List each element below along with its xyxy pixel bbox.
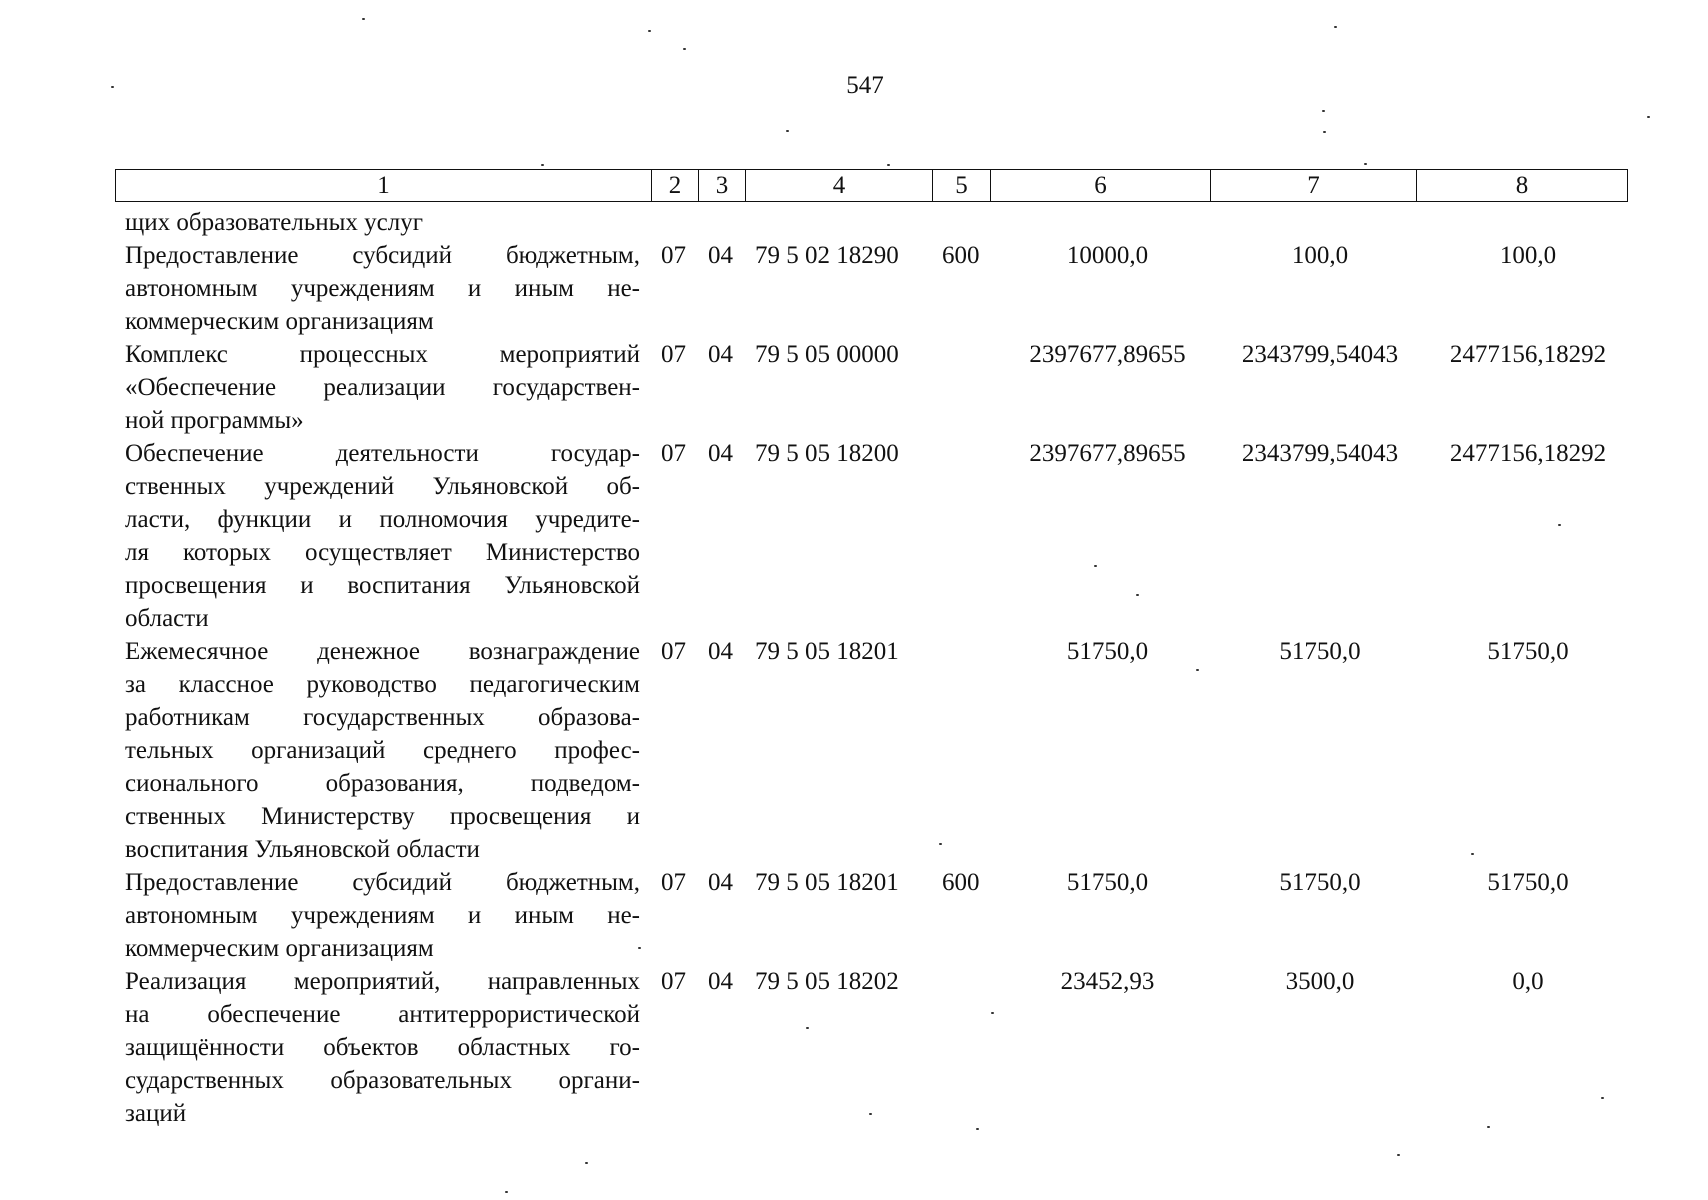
description-line: «Обеспечение реализации государствен-: [125, 374, 640, 401]
description-line: щих образовательных услуг: [125, 209, 423, 236]
amount-col-7: 51750,0: [1279, 869, 1361, 896]
description-line: сионального образования, подведом-: [125, 770, 640, 797]
column-number-7: 7: [1211, 170, 1417, 202]
description-line: ласти, функции и полномочия учредите-: [125, 506, 640, 533]
target-article-code: 79 5 05 00000: [755, 341, 899, 368]
description-line: заций: [125, 1100, 187, 1127]
amount-col-6: 23452,93: [1060, 968, 1155, 995]
amount-col-7: 2343799,54043: [1241, 440, 1399, 467]
subsection-code: 04: [708, 242, 733, 269]
table-row: [125, 965, 1645, 1130]
column-number-1: 1: [116, 170, 652, 202]
table-row: [125, 437, 1645, 635]
description-line: Реализация мероприятий, направленных: [125, 968, 640, 995]
scan-speck: [1094, 565, 1097, 567]
expense-type-code: 600: [942, 869, 980, 896]
amount-col-6: 10000,0: [1066, 242, 1149, 269]
description-line: воспитания Ульяновской области: [125, 836, 480, 863]
scan-speck: [806, 1027, 809, 1029]
row-description: [125, 866, 640, 965]
scan-speck: [1323, 131, 1326, 133]
table-row: [125, 338, 1645, 437]
description-line: ственных учреждений Ульяновской об-: [125, 473, 640, 500]
row-description: [125, 635, 640, 866]
row-description: [125, 437, 640, 635]
description-line: ля которых осуществляет Министерство: [125, 539, 640, 566]
scan-speck: [638, 947, 641, 949]
scan-speck: [1196, 669, 1199, 671]
scan-speck: [1322, 110, 1325, 112]
amount-col-6: 2397677,89655: [1029, 440, 1186, 467]
row-description: [125, 239, 640, 338]
table-column-header: [115, 169, 1628, 202]
scan-speck: [585, 1162, 588, 1164]
row-description: [125, 965, 640, 1130]
scan-speck: [1647, 116, 1650, 118]
description-line: области: [125, 605, 209, 632]
scan-speck: [1136, 594, 1139, 596]
column-number-2: 2: [652, 170, 699, 202]
description-line: просвещения и воспитания Ульяновской: [125, 572, 640, 599]
description-line: Предоставление субсидий бюджетным,: [125, 242, 640, 269]
scan-speck: [1601, 1097, 1604, 1099]
target-article-code: 79 5 05 18200: [755, 440, 899, 467]
amount-col-8: 2477156,18292: [1449, 341, 1607, 368]
description-line: ной программы»: [125, 407, 304, 434]
amount-col-7: 2343799,54043: [1241, 341, 1399, 368]
section-code: 07: [661, 869, 686, 896]
description-line: работникам государственных образова-: [125, 704, 640, 731]
scan-speck: [939, 843, 942, 845]
table-row: [125, 635, 1645, 866]
column-number-6: 6: [991, 170, 1211, 202]
amount-col-6: 2397677,89655: [1029, 341, 1186, 368]
description-line: сударственных образовательных органи-: [125, 1067, 640, 1094]
description-line: защищённости объектов областных го-: [125, 1034, 640, 1061]
amount-col-8: 51750,0: [1487, 638, 1569, 665]
description-line: ственных Министерству просвещения и: [125, 803, 640, 830]
scan-speck: [505, 1191, 508, 1193]
subsection-code: 04: [708, 341, 733, 368]
column-number-8: 8: [1417, 170, 1628, 202]
subsection-code: 04: [708, 869, 733, 896]
row-description: [125, 206, 640, 239]
column-number-4: 4: [746, 170, 933, 202]
scan-speck: [541, 164, 544, 166]
amount-col-8: 51750,0: [1487, 869, 1569, 896]
description-line: Ежемесячное денежное вознаграждение: [125, 638, 640, 665]
section-code: 07: [661, 968, 686, 995]
description-line: за классное руководство педагогическим: [125, 671, 640, 698]
section-code: 07: [661, 341, 686, 368]
amount-col-6: 51750,0: [1066, 638, 1149, 665]
expense-type-code: 600: [942, 242, 980, 269]
page-number: 547: [846, 72, 884, 99]
scan-speck: [1334, 26, 1337, 28]
description-line: коммерческим организациям: [125, 935, 434, 962]
scan-speck: [887, 164, 890, 166]
description-line: коммерческим организациям: [125, 308, 434, 335]
amount-col-8: 100,0: [1499, 242, 1557, 269]
scan-speck: [648, 30, 651, 32]
description-line: на обеспечение антитеррористической: [125, 1001, 640, 1028]
section-code: 07: [661, 440, 686, 467]
target-article-code: 79 5 05 18202: [755, 968, 899, 995]
section-code: 07: [661, 242, 686, 269]
scan-speck: [991, 1012, 994, 1014]
target-article-code: 79 5 05 18201: [755, 869, 899, 896]
column-number-5: 5: [933, 170, 991, 202]
description-line: автономным учреждениям и иным не-: [125, 275, 640, 302]
scan-speck: [869, 1113, 872, 1115]
subsection-code: 04: [708, 440, 733, 467]
section-code: 07: [661, 638, 686, 665]
amount-col-7: 3500,0: [1285, 968, 1355, 995]
target-article-code: 79 5 02 18290: [755, 242, 899, 269]
description-line: Комплекс процессных мероприятий: [125, 341, 640, 368]
subsection-code: 04: [708, 638, 733, 665]
description-line: Предоставление субсидий бюджетным,: [125, 869, 640, 896]
amount-col-8: 2477156,18292: [1449, 440, 1607, 467]
amount-col-8: 0,0: [1512, 968, 1544, 995]
budget-table-body: [125, 206, 1645, 1130]
column-number-3: 3: [699, 170, 746, 202]
scan-speck: [1364, 163, 1367, 165]
scan-speck: [111, 86, 114, 88]
scan-speck: [1471, 853, 1474, 855]
description-line: тельных организаций среднего профес-: [125, 737, 640, 764]
scan-speck: [683, 48, 686, 50]
amount-col-7: 100,0: [1291, 242, 1349, 269]
row-description: [125, 338, 640, 437]
description-line: Обеспечение деятельности государ-: [125, 440, 640, 467]
scan-speck: [1558, 524, 1561, 526]
table-row: [125, 866, 1645, 965]
description-line: автономным учреждениям и иным не-: [125, 902, 640, 929]
scan-speck: [976, 1128, 979, 1130]
table-row: [125, 239, 1645, 338]
amount-col-7: 51750,0: [1279, 638, 1361, 665]
scan-speck: [786, 130, 789, 132]
target-article-code: 79 5 05 18201: [755, 638, 899, 665]
table-row: [125, 206, 1645, 239]
subsection-code: 04: [708, 968, 733, 995]
scan-speck: [362, 18, 365, 20]
amount-col-6: 51750,0: [1066, 869, 1149, 896]
scan-speck: [1397, 1154, 1400, 1156]
scan-speck: [1487, 1126, 1490, 1128]
